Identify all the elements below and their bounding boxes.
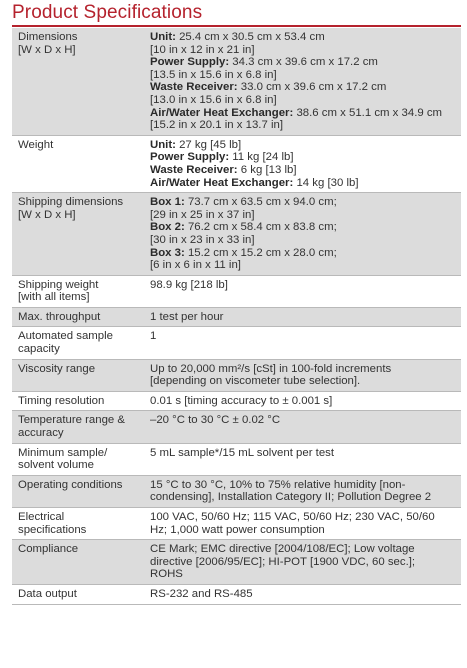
spec-value <box>142 275 461 307</box>
spec-value-line <box>150 330 457 343</box>
spec-value-line <box>150 375 457 388</box>
spec-value-key: Power Supply: <box>150 151 230 164</box>
spec-value-line <box>150 447 457 460</box>
spec-label-line: Automated sample <box>18 330 113 343</box>
spec-value-text: [15.2 in x 20.1 in x 13.7 in] <box>150 119 283 132</box>
spec-value-text: [6 in x 6 in x 11 in] <box>150 259 241 272</box>
spec-value-key: Box 2: <box>150 221 185 234</box>
spec-value <box>142 443 461 475</box>
spec-label-line: Max. throughput <box>18 310 101 323</box>
spec-value-line <box>150 81 457 94</box>
spec-value-line <box>150 491 457 504</box>
spec-value <box>142 391 461 411</box>
spec-value-line <box>150 259 457 272</box>
spec-value <box>142 327 461 359</box>
spec-label <box>12 307 142 327</box>
spec-value-line <box>150 414 457 427</box>
spec-value-text: CE Mark; EMC directive [2004/108/EC]; Low voltage <box>150 543 415 556</box>
spec-value-line <box>150 209 457 222</box>
spec-value-line <box>150 247 457 260</box>
spec-value <box>142 540 461 585</box>
spec-label <box>12 540 142 585</box>
spec-value-text: 15 °C to 30 °C, 10% to 75% relative humidity [non- <box>150 478 406 491</box>
spec-row <box>12 475 461 507</box>
spec-value-text: –20 °C to 30 °C ± 0.02 °C <box>150 414 281 427</box>
section-title: Product Specifications <box>12 2 203 23</box>
spec-value-text: [depending on viscometer tube selection]. <box>150 375 361 388</box>
spec-label-line: Shipping weight <box>18 278 99 291</box>
spec-label-line: specifications <box>18 523 87 536</box>
spec-value-line <box>150 151 457 164</box>
spec-value-line <box>150 511 457 524</box>
spec-value <box>142 359 461 391</box>
spec-row <box>12 391 461 411</box>
spec-table <box>12 28 461 605</box>
spec-value-text: [13.0 in x 15.6 in x 6.8 in] <box>150 93 277 106</box>
spec-label-line: Shipping dimensions <box>18 196 124 209</box>
spec-value-text: [10 in x 12 in x 21 in] <box>150 43 255 56</box>
spec-value-text: 73.7 cm x 63.5 cm x 94.0 cm; <box>184 196 337 209</box>
spec-value-line <box>150 94 457 107</box>
spec-value <box>142 508 461 540</box>
spec-row <box>12 275 461 307</box>
spec-value-text: 5 mL sample*/15 mL solvent per test <box>150 446 335 459</box>
spec-table-body <box>12 28 461 604</box>
spec-value-key: Unit: <box>150 138 176 151</box>
spec-value <box>142 411 461 443</box>
spec-value-line <box>150 221 457 234</box>
spec-label <box>12 411 142 443</box>
spec-value-line <box>150 119 457 132</box>
spec-value-text: [29 in x 25 in x 37 in] <box>150 208 255 221</box>
spec-row <box>12 28 461 135</box>
spec-value-text: 25.4 cm x 30.5 cm x 53.4 cm <box>175 31 325 43</box>
spec-label <box>12 193 142 276</box>
spec-value-text: condensing], Installation Category II; Pollution Degree 2 <box>150 491 432 504</box>
spec-value-key: Waste Receiver: <box>150 81 238 94</box>
spec-value-line <box>150 568 457 581</box>
spec-label <box>12 327 142 359</box>
spec-label <box>12 135 142 192</box>
spec-value-line <box>150 395 457 408</box>
spec-value-line <box>150 479 457 492</box>
spec-value-text: 100 VAC, 50/60 Hz; 115 VAC, 50/60 Hz; 230 VAC, 50/60 <box>150 511 435 523</box>
spec-label <box>12 391 142 411</box>
spec-label-line: Electrical <box>18 511 65 523</box>
spec-value-line <box>150 177 457 190</box>
spec-label-line: Minimum sample/ <box>18 446 108 459</box>
spec-value-text: 33.0 cm x 39.6 cm x 17.2 cm <box>237 81 387 94</box>
spec-value <box>142 28 461 135</box>
spec-value-line <box>150 56 457 69</box>
spec-label <box>12 475 142 507</box>
spec-label-line: Data output <box>18 587 77 600</box>
spec-value <box>142 475 461 507</box>
spec-label <box>12 508 142 540</box>
spec-row <box>12 443 461 475</box>
spec-value-text: 1 test per hour <box>150 310 224 323</box>
spec-value-text: 76.2 cm x 58.4 cm x 83.8 cm; <box>184 221 337 234</box>
spec-row <box>12 508 461 540</box>
spec-value-line <box>150 588 457 601</box>
spec-value-line <box>150 31 457 44</box>
spec-value-key: Unit: <box>150 31 176 43</box>
spec-value-text: 15.2 cm x 15.2 cm x 28.0 cm; <box>184 246 337 259</box>
spec-value <box>142 135 461 192</box>
spec-label <box>12 275 142 307</box>
spec-value-text: 34.3 cm x 39.6 cm x 17.2 cm <box>229 56 378 69</box>
spec-value-text: 1 <box>150 330 157 343</box>
spec-value-key: Box 3: <box>150 246 185 259</box>
spec-label-line: capacity <box>18 343 60 356</box>
spec-value-text: [30 in x 23 in x 33 in] <box>150 233 255 246</box>
spec-value-text: 27 kg [45 lb] <box>175 138 242 151</box>
spec-label-line: [W x D x H] <box>18 43 76 56</box>
spec-value-key: Box 1: <box>150 196 185 209</box>
spec-value-key: Air/Water Heat Exchanger: <box>150 176 294 189</box>
spec-label <box>12 584 142 604</box>
spec-label-line: [with all items] <box>18 291 90 304</box>
spec-row <box>12 540 461 585</box>
spec-value-text: RS-232 and RS-485 <box>150 587 253 600</box>
spec-label-line: solvent volume <box>18 459 94 472</box>
spec-value-key: Power Supply: <box>150 56 230 69</box>
spec-value-text: 0.01 s [timing accuracy to ± 0.001 s] <box>150 394 333 407</box>
spec-value-key: Waste Receiver: <box>150 163 238 176</box>
spec-value <box>142 307 461 327</box>
spec-value <box>142 193 461 276</box>
spec-value-line <box>150 363 457 376</box>
spec-value-line <box>150 139 457 152</box>
spec-value-text: 11 kg [24 lb] <box>229 151 294 164</box>
spec-value-line <box>150 234 457 247</box>
spec-value-line <box>150 556 457 569</box>
spec-value-text: ROHS <box>150 568 183 581</box>
spec-label <box>12 359 142 391</box>
spec-value <box>142 584 461 604</box>
spec-label-line: Timing resolution <box>18 394 105 407</box>
spec-value-key: Air/Water Heat Exchanger: <box>150 106 294 119</box>
spec-label-line: Compliance <box>18 543 79 556</box>
spec-row <box>12 411 461 443</box>
spec-label-line: Temperature range & <box>18 414 126 427</box>
spec-label-line: accuracy <box>18 427 64 440</box>
spec-label <box>12 443 142 475</box>
spec-value-text: directive [2006/95/EC]; HI-POT [1900 VDC, 60 sec.]; <box>150 555 416 568</box>
spec-label-line: Dimensions <box>18 31 78 43</box>
spec-label-line: Viscosity range <box>18 362 96 375</box>
spec-label-line: [W x D x H] <box>18 208 76 221</box>
spec-value-text: 6 kg [13 lb] <box>237 163 297 176</box>
spec-value-text: 98.9 kg [218 lb] <box>150 278 228 291</box>
spec-label <box>12 28 142 135</box>
spec-value-text: 14 kg [30 lb] <box>293 176 359 189</box>
title-rule <box>12 25 461 27</box>
spec-value-line <box>150 543 457 556</box>
spec-value-text: Up to 20,000 mm²/s [cSt] in 100-fold increments <box>150 362 392 375</box>
spec-value-line <box>150 107 457 120</box>
spec-value-line <box>150 164 457 177</box>
spec-value-text: Hz; 1,000 watt power consumption <box>150 523 325 536</box>
spec-row <box>12 327 461 359</box>
spec-label-line: Weight <box>18 138 54 151</box>
spec-label-line: Operating conditions <box>18 478 123 491</box>
spec-value-line <box>150 524 457 537</box>
spec-value-line <box>150 279 457 292</box>
spec-row <box>12 359 461 391</box>
spec-row <box>12 193 461 276</box>
spec-value-text: 38.6 cm x 51.1 cm x 34.9 cm <box>293 106 443 119</box>
spec-value-line <box>150 196 457 209</box>
spec-row <box>12 584 461 604</box>
spec-value-line <box>150 44 457 57</box>
spec-row <box>12 135 461 192</box>
spec-value-line <box>150 69 457 82</box>
spec-row <box>12 307 461 327</box>
spec-value-text: [13.5 in x 15.6 in x 6.8 in] <box>150 68 277 81</box>
spec-value-line <box>150 311 457 324</box>
